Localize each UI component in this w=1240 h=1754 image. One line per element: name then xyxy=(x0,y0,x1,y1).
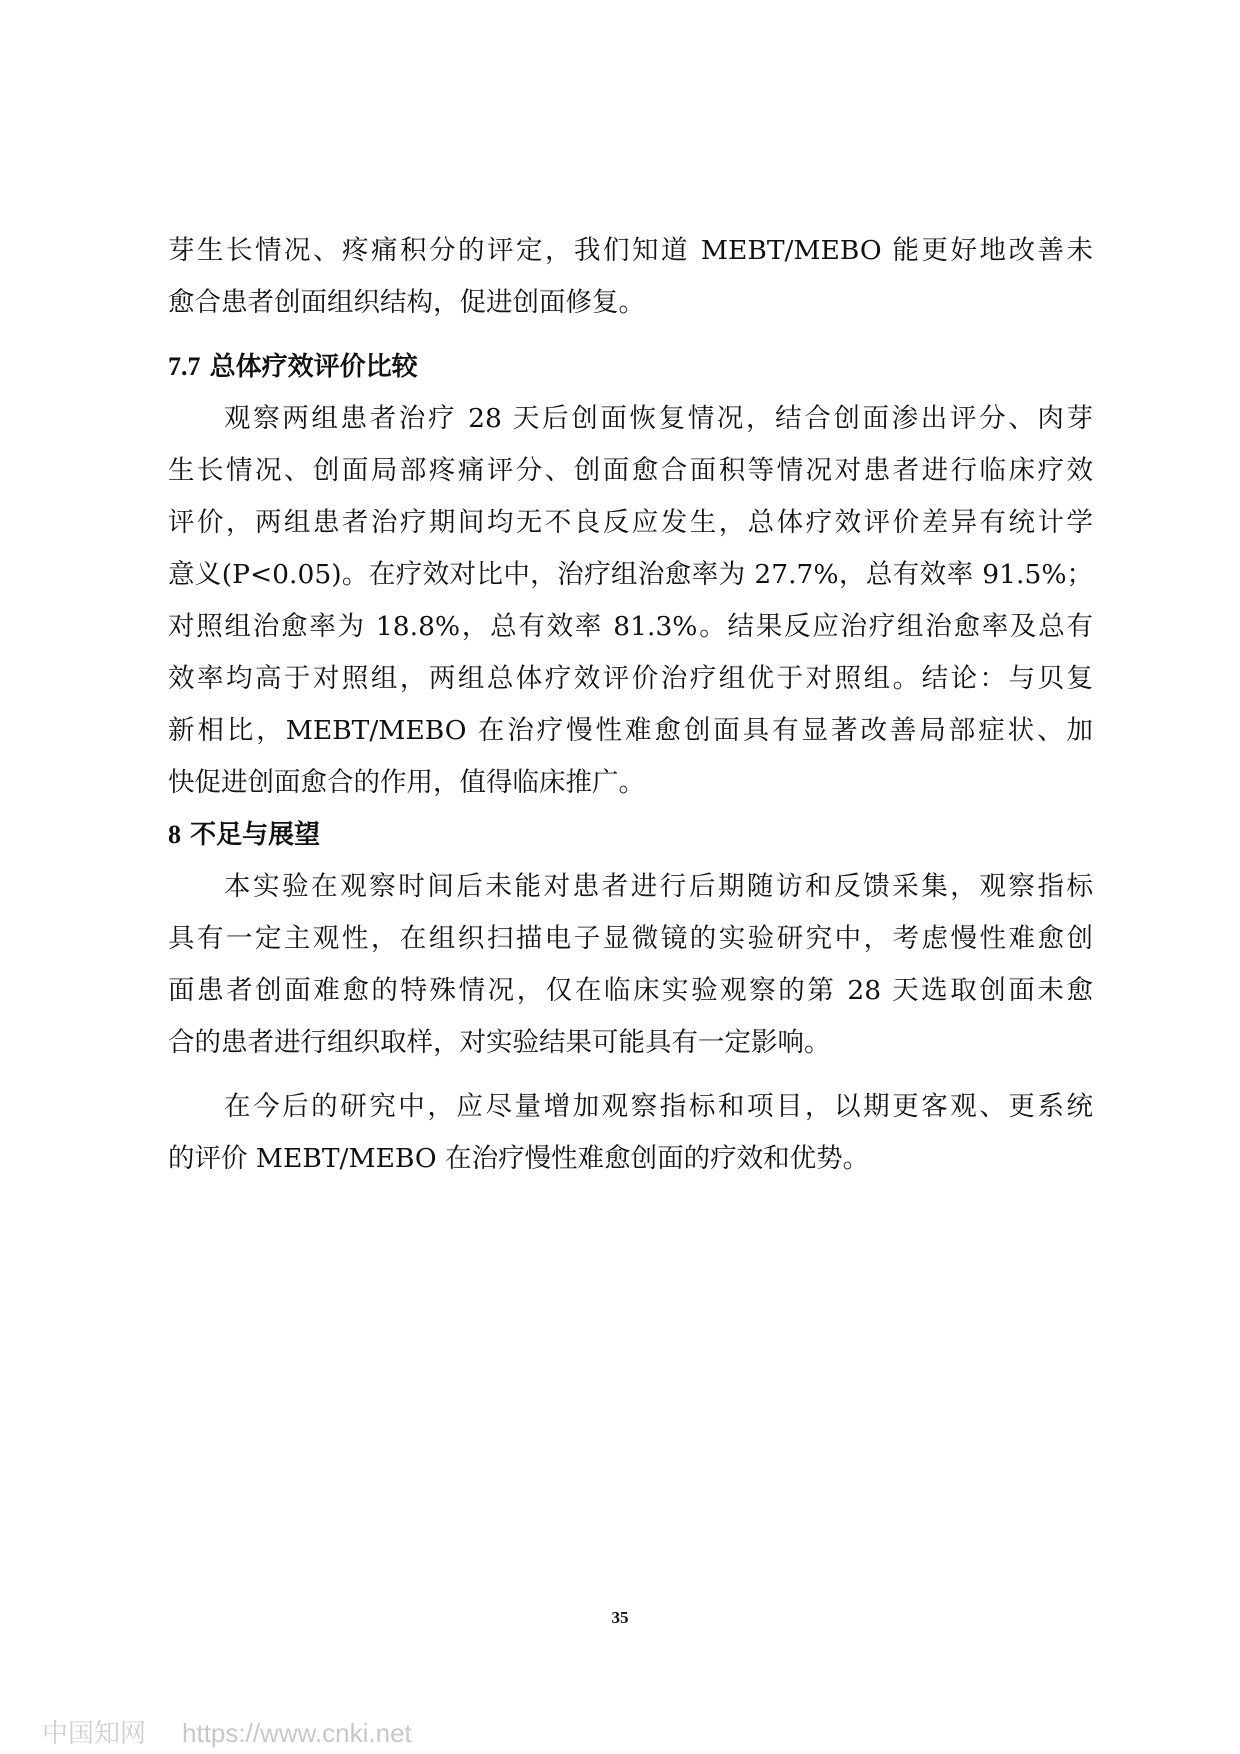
body-line: 芽生长情况、疼痛积分的评定，我们知道 MEBT/MEBO 能更好地改善未 xyxy=(168,235,1093,266)
body-line: 面患者创面难愈的特殊情况，仅在临床实验观察的第 28 天选取创面未愈 xyxy=(168,975,1093,1006)
page-content xyxy=(168,225,1093,1185)
watermark xyxy=(42,1713,412,1750)
section-heading-8 xyxy=(168,809,1093,861)
body-line: 生长情况、创面局部疼痛评分、创面愈合面积等情况对患者进行临床疗效 xyxy=(168,455,1093,486)
body-line: 新相比，MEBT/MEBO 在治疗慢性难愈创面具有显著改善局部症状、加 xyxy=(168,715,1093,746)
body-line: 效率均高于对照组，两组总体疗效评价治疗组优于对照组。结论：与贝复 xyxy=(168,663,1093,694)
body-line: 意义(P<0.05)。在疗效对比中，治疗组治愈率为 27.7%，总有效率 91.5%； xyxy=(168,559,1093,590)
section-heading-7-7 xyxy=(168,341,1093,393)
body-line: 愈合患者创面组织结构，促进创面修复。 xyxy=(168,287,645,318)
page-number: 35 xyxy=(611,1608,629,1627)
body-line: 在今后的研究中，应尽量增加观察指标和项目，以期更客观、更系统 xyxy=(224,1091,1093,1122)
body-line: 观察两组患者治疗 28 天后创面恢复情况，结合创面渗出评分、肉芽 xyxy=(224,403,1093,434)
section-title: 不足与展望 xyxy=(190,820,321,850)
body-line: 对照组治愈率为 18.8%，总有效率 81.3%。结果反应治疗组治愈率及总有 xyxy=(168,611,1093,642)
body-line: 合的患者进行组织取样，对实验结果可能具有一定影响。 xyxy=(168,1027,831,1058)
section-title: 总体疗效评价比较 xyxy=(209,352,418,382)
body-line: 快促进创面愈合的作用，值得临床推广。 xyxy=(168,767,645,798)
body-line: 评价，两组患者治疗期间均无不良反应发生，总体疗效评价差异有统计学 xyxy=(168,507,1093,538)
watermark-brand: 中国知网 xyxy=(42,1719,147,1749)
body-line: 的评价 MEBT/MEBO 在治疗慢性难愈创面的疗效和优势。 xyxy=(168,1143,870,1174)
section-number: 8 xyxy=(168,820,181,849)
body-line: 具有一定主观性，在组织扫描电子显微镜的实验研究中，考虑慢性难愈创 xyxy=(168,923,1093,954)
watermark-url: https://www.cnki.net xyxy=(182,1718,412,1748)
section-number: 7.7 xyxy=(168,352,201,381)
body-line: 本实验在观察时间后未能对患者进行后期随访和反馈采集，观察指标 xyxy=(224,871,1093,902)
